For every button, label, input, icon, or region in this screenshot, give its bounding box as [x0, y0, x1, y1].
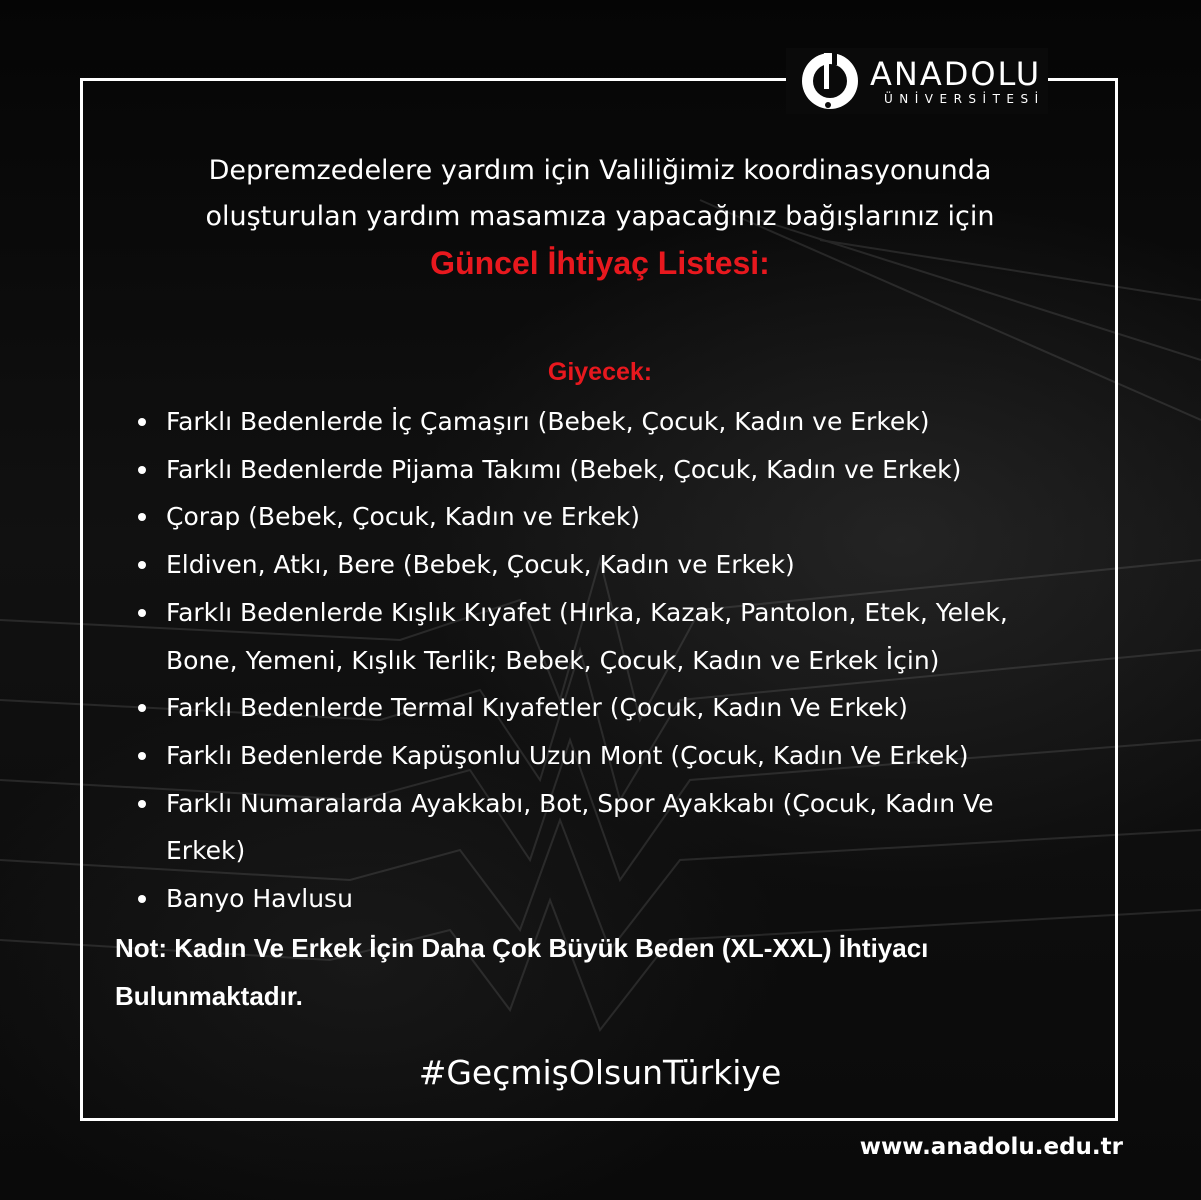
headline: Güncel İhtiyaç Listesi:: [430, 245, 770, 281]
list-item-text: Banyo Havlusu: [166, 884, 353, 914]
bullet-icon: [138, 561, 146, 569]
list-item: [137, 684, 1067, 732]
bullet-icon: [138, 466, 146, 474]
list-item-text: Farklı Numaralarda Ayakkabı, Bot, Spor Ayakkabı (Çocuk, Kadın Ve Erkek): [166, 788, 994, 866]
list-item: [137, 589, 1067, 684]
list-item-text: Farklı Bedenlerde İç Çamaşırı (Bebek, Çocuk, Kadın ve Erkek): [166, 407, 930, 436]
list-item-text: Farklı Bedenlerde Termal Kıyafetler (Çocuk, Kadın Ve Erkek): [166, 693, 908, 723]
logo: [786, 48, 1048, 114]
bullet-icon: [138, 513, 146, 521]
list-item: [137, 875, 1067, 923]
intro-text: [100, 148, 1100, 240]
list-item: [137, 541, 1067, 589]
intro-line-2: oluşturulan yardım masamıza yapacağınız bağışlarınız için: [205, 201, 995, 232]
list-item-text: Farklı Bedenlerde Kapüşonlu Uzun Mont (Çocuk, Kadın Ve Erkek): [166, 740, 969, 770]
list-item-text: Farklı Bedenlerde Kışlık Kıyafet (Hırka, Kazak, Pantolon, Etek, Yelek, Bone, Yemeni, Kışlık Terlik; Bebek, Çocuk, Kadın ve Erkek İçin): [166, 597, 1008, 675]
website-url: www.anadolu.edu.tr: [859, 1134, 1123, 1160]
list-item-text: Farklı Bedenlerde Pijama Takımı (Bebek, Çocuk, Kadın ve Erkek): [166, 454, 962, 484]
bullet-icon: [138, 895, 146, 903]
list-item: [137, 780, 1067, 875]
bullet-icon: [138, 800, 146, 808]
list-item: [137, 493, 1067, 541]
needs-list: [137, 398, 1067, 923]
list-item-text: Eldiven, Atkı, Bere (Bebek, Çocuk, Kadın ve Erkek): [166, 550, 795, 580]
intro-line-1: Depremzedelere yardım için Valiliğimiz koordinasyonunda: [208, 155, 992, 186]
logo-subtitle: ÜNİVERSİTESİ: [884, 91, 1045, 106]
note-text: Not: Kadın Ve Erkek İçin Daha Çok Büyük Beden (XL-XXL) İhtiyacı Bulunmaktadır.: [115, 933, 929, 1011]
list-item: [137, 398, 1067, 446]
hashtag: #GeçmişOlsunTürkiye: [418, 1053, 782, 1092]
list-item: [137, 732, 1067, 780]
list-item-text: Çorap (Bebek, Çocuk, Kadın ve Erkek): [166, 502, 641, 532]
bullet-icon: [138, 609, 146, 617]
bullet-icon: [138, 752, 146, 760]
university-logo-icon: [798, 49, 862, 113]
bullet-icon: [138, 418, 146, 426]
logo-text: [870, 54, 1045, 106]
bullet-icon: [138, 704, 146, 712]
logo-name: ANADOLU: [870, 54, 1042, 93]
section-title: Giyecek:: [547, 358, 653, 386]
list-item: [137, 446, 1067, 494]
